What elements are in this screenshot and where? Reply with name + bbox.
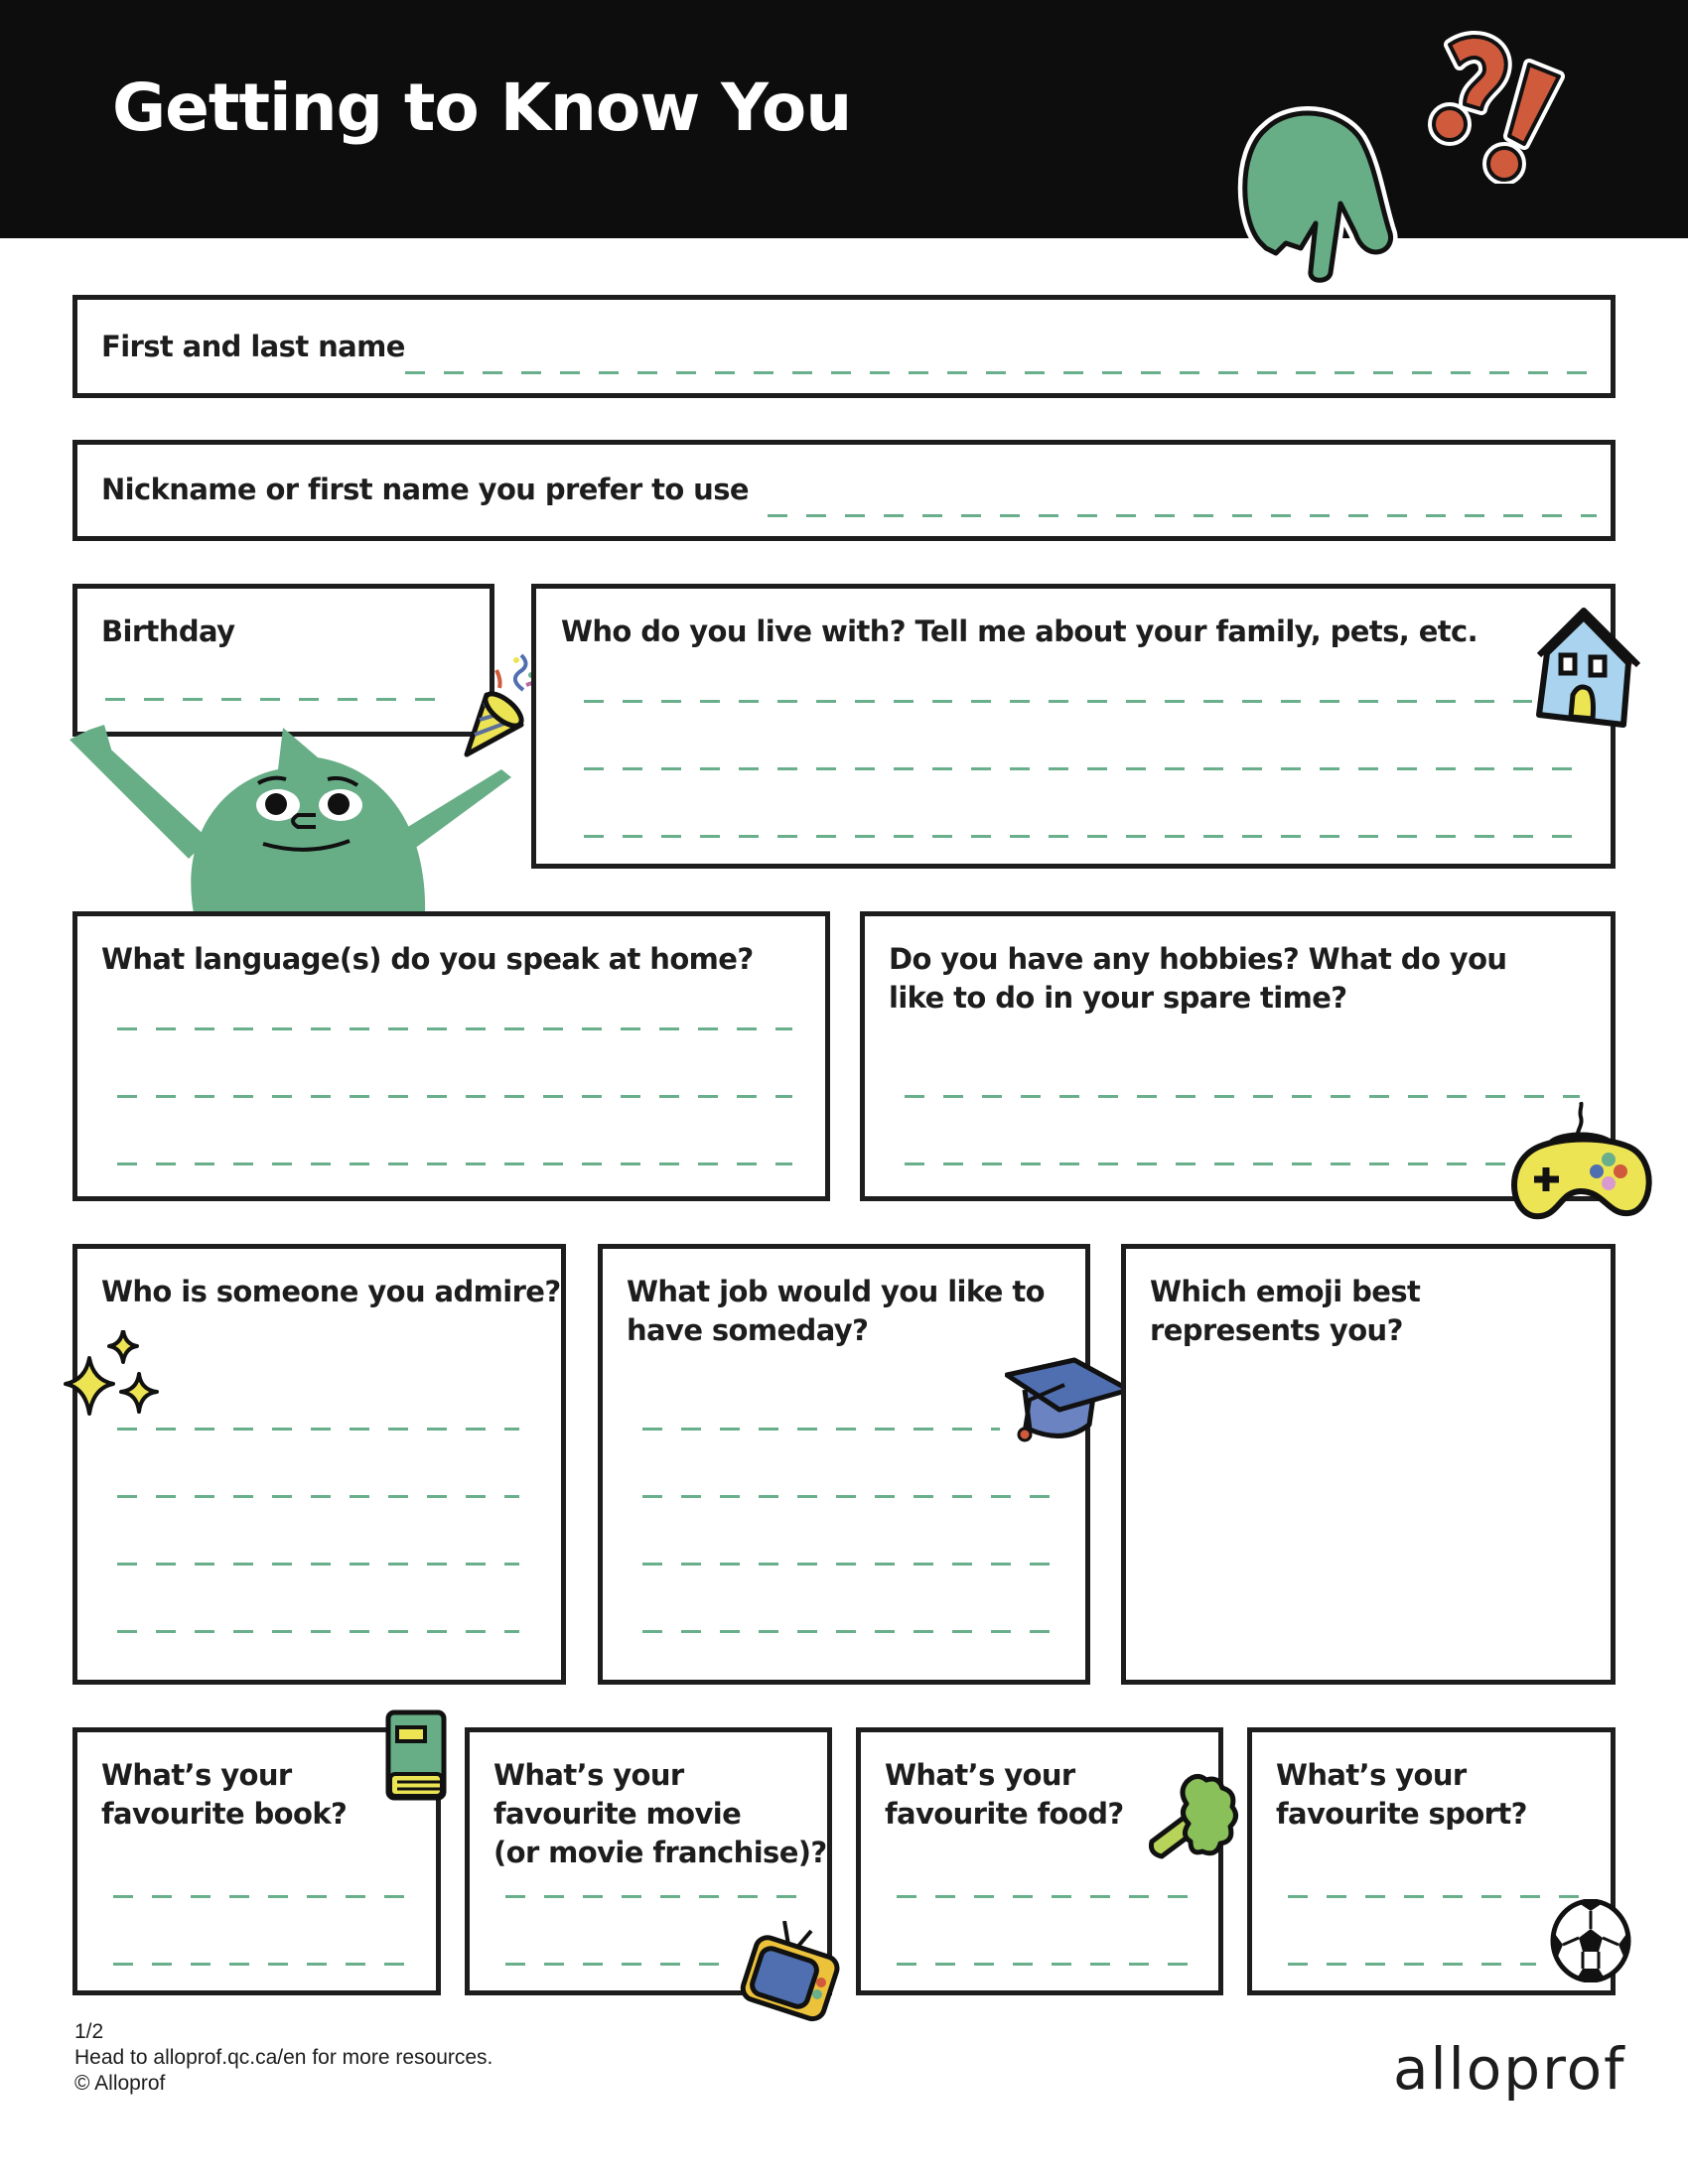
pointing-hand-icon — [1231, 94, 1400, 283]
hobbies-label-line-1: Do you have any hobbies? What do you — [889, 942, 1507, 976]
hobbies-answer-line-2[interactable] — [905, 1162, 1520, 1165]
live-with-answer-line-3[interactable] — [584, 835, 1577, 838]
birthday-label: Birthday — [101, 614, 235, 648]
question-exclamation-icon — [1420, 25, 1579, 184]
nickname-answer-line[interactable] — [768, 514, 1597, 517]
food-label-line-2: favourite food? — [885, 1797, 1124, 1831]
job-label-line-1: What job would you like to — [627, 1275, 1045, 1308]
sport-label-line-2: favourite sport? — [1276, 1797, 1527, 1831]
sport-answer-line-2[interactable] — [1288, 1963, 1536, 1966]
page-number: 1/2 — [74, 2020, 104, 2043]
hobbies-answer-line-1[interactable] — [905, 1095, 1580, 1098]
food-answer-line-2[interactable] — [897, 1963, 1195, 1966]
emoji-label-line-1: Which emoji best — [1150, 1275, 1421, 1308]
movie-label-line-3: (or movie franchise)? — [493, 1836, 827, 1869]
movie-answer-line-1[interactable] — [505, 1895, 803, 1898]
languages-answer-line-3[interactable] — [117, 1162, 792, 1165]
resources-link-text[interactable]: Head to alloprof.qc.ca/en for more resources. — [74, 2046, 493, 2069]
food-label — [885, 1756, 1124, 1834]
job-label-line-2: have someday? — [627, 1313, 869, 1347]
sport-label-line-1: What’s your — [1276, 1758, 1467, 1792]
job-field-box — [598, 1244, 1090, 1685]
sport-answer-line-1[interactable] — [1288, 1895, 1586, 1898]
book-icon — [385, 1709, 447, 1801]
live-with-answer-line-2[interactable] — [584, 767, 1577, 770]
graduation-cap-icon — [1005, 1355, 1134, 1449]
book-label-line-2: favourite book? — [101, 1797, 348, 1831]
live-with-label: Who do you live with? Tell me about your family, pets, etc. — [561, 614, 1478, 648]
job-answer-line-3[interactable] — [642, 1563, 1050, 1566]
name-label: First and last name — [101, 330, 405, 363]
movie-label-line-2: favourite movie — [493, 1797, 742, 1831]
birthday-field-box — [72, 584, 494, 737]
admire-answer-line-2[interactable] — [117, 1495, 519, 1498]
house-icon — [1529, 606, 1643, 730]
food-label-line-1: What’s your — [885, 1758, 1075, 1792]
job-label — [627, 1273, 1045, 1350]
nickname-field-box — [72, 440, 1616, 541]
book-label-line-1: What’s your — [101, 1758, 292, 1792]
copyright-text: © Alloprof — [74, 2072, 166, 2095]
admire-answer-line-3[interactable] — [117, 1563, 519, 1566]
job-answer-line-2[interactable] — [642, 1495, 1050, 1498]
soccer-ball-icon — [1549, 1899, 1632, 1982]
page-title: Getting to Know You — [112, 69, 852, 146]
food-answer-line-1[interactable] — [897, 1895, 1195, 1898]
movie-answer-line-2[interactable] — [505, 1963, 724, 1966]
job-answer-line-4[interactable] — [642, 1630, 1050, 1633]
sport-label — [1276, 1756, 1527, 1834]
languages-answer-line-1[interactable] — [117, 1027, 792, 1030]
movie-label-line-1: What’s your — [493, 1758, 684, 1792]
languages-answer-line-2[interactable] — [117, 1095, 792, 1098]
hobbies-field-box — [860, 911, 1616, 1201]
emoji-answer-area[interactable] — [1150, 1358, 1587, 1656]
book-answer-line-2[interactable] — [113, 1963, 411, 1966]
emoji-field-box — [1121, 1244, 1616, 1685]
book-label — [101, 1756, 347, 1834]
tv-icon — [740, 1921, 844, 2025]
admire-answer-line-4[interactable] — [117, 1630, 519, 1633]
nickname-label: Nickname or first name you prefer to use — [101, 473, 749, 506]
broccoli-icon — [1147, 1772, 1241, 1866]
languages-field-box — [72, 911, 830, 1201]
live-with-field-box — [531, 584, 1616, 869]
birthday-answer-line[interactable] — [105, 698, 443, 701]
name-answer-line[interactable] — [405, 371, 1592, 374]
movie-label — [493, 1756, 827, 1872]
emoji-label-line-2: represents you? — [1150, 1313, 1403, 1347]
game-controller-icon — [1509, 1102, 1653, 1221]
job-answer-line-1[interactable] — [642, 1428, 1000, 1431]
alloprof-logo: alloprof — [1393, 2035, 1626, 2103]
hobbies-label-line-2: like to do in your spare time? — [889, 981, 1347, 1015]
admire-field-box — [72, 1244, 566, 1685]
admire-answer-line-1[interactable] — [117, 1428, 519, 1431]
name-field-box — [72, 295, 1616, 398]
mascot-character — [60, 720, 516, 913]
emoji-label — [1150, 1273, 1420, 1350]
hobbies-label — [889, 940, 1506, 1018]
book-answer-line-1[interactable] — [113, 1895, 411, 1898]
live-with-answer-line-1[interactable] — [584, 700, 1532, 703]
admire-label: Who is someone you admire? — [101, 1275, 561, 1308]
sparkles-icon — [62, 1330, 171, 1430]
languages-label: What language(s) do you speak at home? — [101, 942, 754, 976]
